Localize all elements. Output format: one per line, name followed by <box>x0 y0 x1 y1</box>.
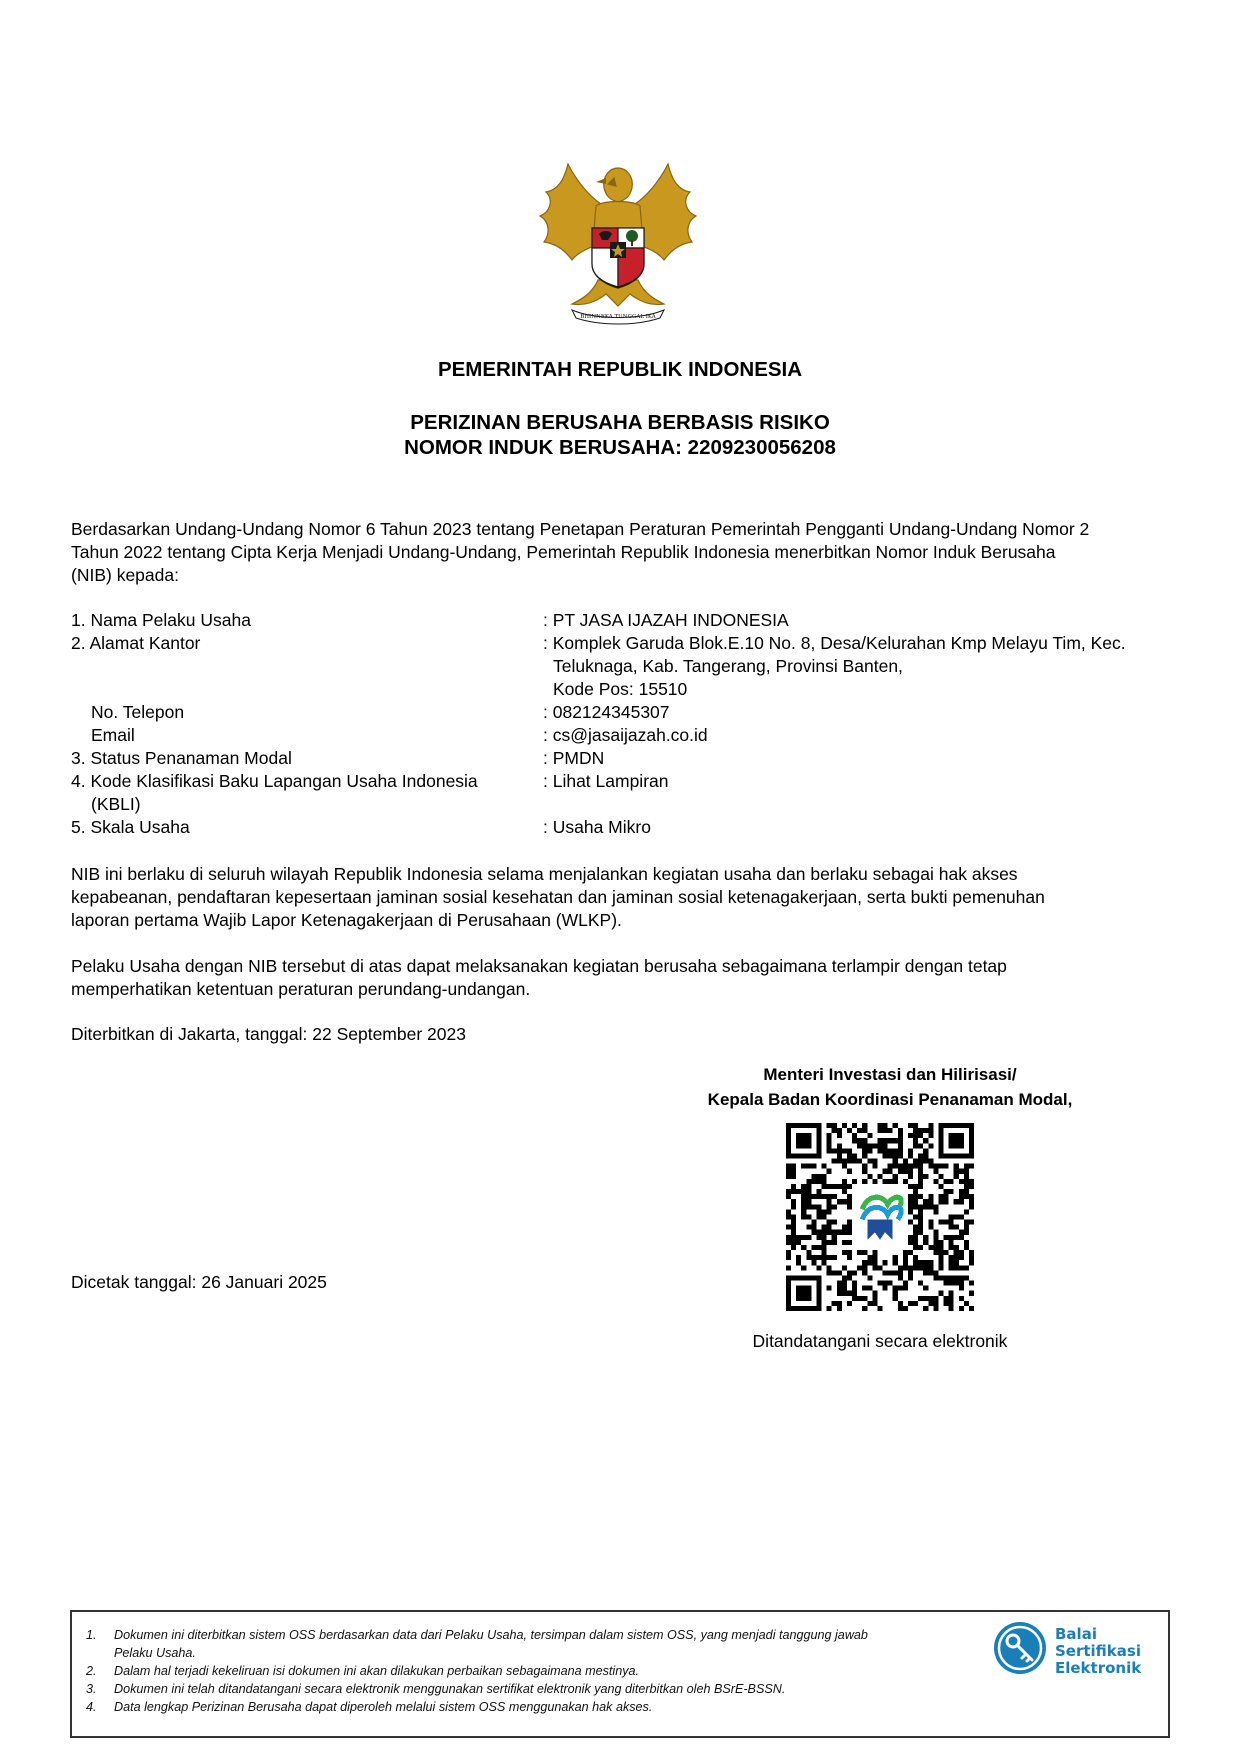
kbli-label: 4. Kode Klasifikasi Baku Lapangan Usaha Indonesia <box>71 771 478 791</box>
business-scale-value: : Usaha Mikro <box>543 817 651 837</box>
electronic-signature-note: Ditandatangani secara elektronik <box>752 1331 1008 1351</box>
validity-line: laporan pertama Wajib Lapor Ketenagakerjaan di Perusahaan (WLKP). <box>71 910 622 930</box>
issued-date: Diterbitkan di Jakarta, tanggal: 22 September 2023 <box>71 1024 466 1044</box>
validity-paragraph <box>71 863 1171 932</box>
intro-line: (NIB) kepada: <box>71 565 179 585</box>
footnote-number: 1. <box>86 1628 97 1642</box>
bsre-text: Sertifikasi <box>1055 1642 1141 1660</box>
footnote-text: Dokumen ini telah ditandatangani secara elektronik menggunakan sertifikat elektronik yang diterbitkan oleh BSrE-BSSN. <box>114 1682 786 1696</box>
email-label: Email <box>91 725 135 745</box>
footnote-number: 3. <box>86 1682 97 1696</box>
conduct-line: memperhatikan ketentuan peraturan perundang-undangan. <box>71 979 531 999</box>
email-value: : cs@jasaijazah.co.id <box>543 725 708 745</box>
investment-status-value: : PMDN <box>543 748 605 768</box>
qr-code <box>786 1123 974 1311</box>
address-line: Kode Pos: 15510 <box>553 679 688 699</box>
intro-line: Berdasarkan Undang-Undang Nomor 6 Tahun 2023 tentang Penetapan Peraturan Pemerintah Pengganti Undang-Undang Nomor 2 <box>71 519 1090 539</box>
footnote-text: Dokumen ini diterbitkan sistem OSS berdasarkan data dari Pelaku Usaha, tersimpan dalam sistem OSS, yang menjadi tanggung jawab <box>114 1628 868 1642</box>
validity-line: kepabeanan, pendaftaran kepesertaan jaminan sosial kesehatan dan jaminan sosial ketenagakerjaan, serta bukti pemenuhan <box>71 887 1045 907</box>
bsre-logo <box>992 1616 1154 1680</box>
intro-line: Tahun 2022 tentang Cipta Kerja Menjadi Undang-Undang, Pemerintah Republik Indonesia menerbitkan Nomor Induk Berusaha <box>71 542 1056 562</box>
investment-status-label: 3. Status Penanaman Modal <box>71 748 292 768</box>
bsre-key-icon <box>992 1616 1048 1678</box>
footnote-text: Pelaku Usaha. <box>114 1646 196 1660</box>
garuda-emblem <box>536 160 700 328</box>
bsre-text: Elektronik <box>1055 1659 1142 1677</box>
name-value: : PT JASA IJAZAH INDONESIA <box>543 610 789 630</box>
signatory-title: Kepala Badan Koordinasi Penanaman Modal, <box>707 1090 1073 1109</box>
address-label: 2. Alamat Kantor <box>71 633 201 653</box>
signatory-title: Menteri Investasi dan Hilirisasi/ <box>763 1065 1017 1084</box>
conduct-paragraph <box>71 955 1171 1001</box>
name-label: 1. Nama Pelaku Usaha <box>71 610 251 630</box>
kbli-value: : Lihat Lampiran <box>543 771 669 791</box>
phone-label: No. Telepon <box>91 702 185 722</box>
conduct-line: Pelaku Usaha dengan NIB tersebut di atas dapat melaksanakan kegiatan berusaha sebagaimana terlampir dengan tetap <box>71 956 1007 976</box>
validity-line: NIB ini berlaku di seluruh wilayah Republik Indonesia selama menjalankan kegiatan usaha dan berlaku sebagai hak akses <box>71 864 1018 884</box>
printed-date: Dicetak tanggal: 26 Januari 2025 <box>71 1272 327 1292</box>
government-heading: PEMERINTAH REPUBLIK INDONESIA <box>437 358 803 381</box>
bsre-text: Balai <box>1055 1625 1097 1643</box>
footnote-text: Dalam hal terjadi kekeliruan isi dokumen ini akan dilakukan perbaikan sebagaimana mestinya. <box>114 1664 640 1678</box>
footnote-text: Data lengkap Perizinan Berusaha dapat diperoleh melalui sistem OSS menggunakan hak akses. <box>114 1700 653 1714</box>
document-title: PERIZINAN BERUSAHA BERBASIS RISIKO <box>410 411 830 434</box>
intro-paragraph <box>71 518 1171 587</box>
emblem-motto: BHINNEKA TUNGGAL IKA <box>580 314 656 320</box>
footnote-number: 2. <box>86 1664 97 1678</box>
address-line: Teluknaga, Kab. Tangerang, Provinsi Banten, <box>553 656 903 676</box>
footnote-number: 4. <box>86 1700 97 1714</box>
nib-number: NOMOR INDUK BERUSAHA: 2209230056208 <box>404 436 836 459</box>
business-scale-label: 5. Skala Usaha <box>71 817 190 837</box>
phone-value: : 082124345307 <box>543 702 670 722</box>
kbli-label-cont: (KBLI) <box>91 794 141 814</box>
address-line: : Komplek Garuda Blok.E.10 No. 8, Desa/Kelurahan Kmp Melayu Tim, Kec. <box>543 633 1126 653</box>
